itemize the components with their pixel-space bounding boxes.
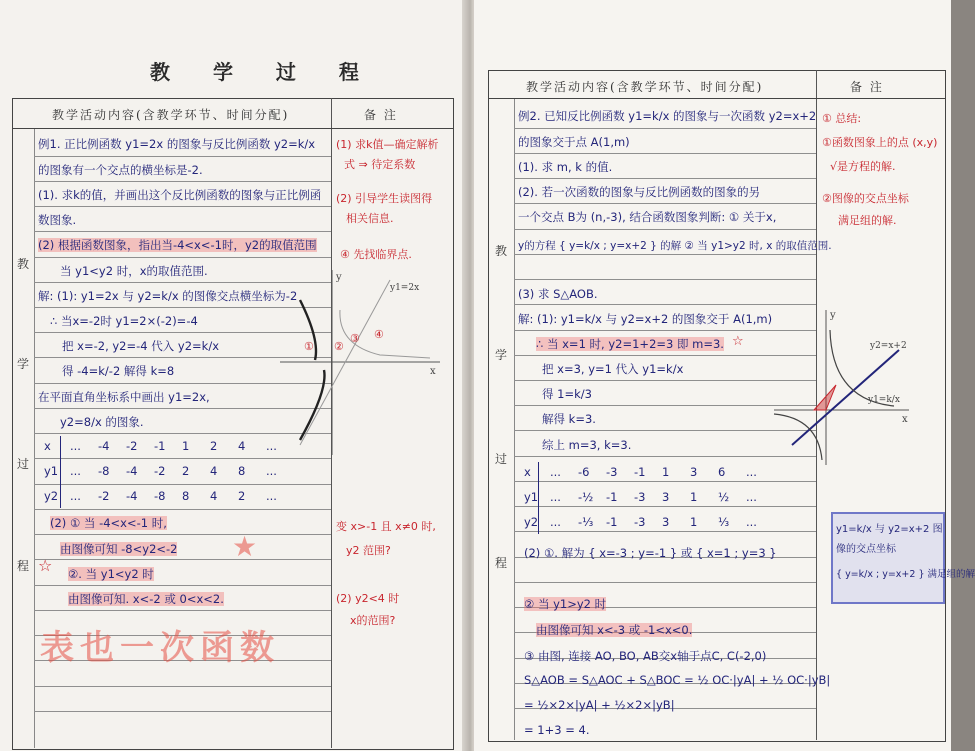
table-cell: -2 [154,464,166,478]
remark-line: ②图像的交点坐标 [822,192,909,205]
x-axis-label: x [902,414,908,425]
red-annotation-text: 表也一次函数 [40,628,280,668]
table-cell: -2 [98,489,110,503]
table-row-label: x [524,465,531,479]
table-cell: ... [746,465,757,479]
problem-line: 数图象. [38,213,77,227]
remark-line: ① 总结: [822,112,862,125]
table-cell: -1 [634,465,646,479]
problem-line: 的图象有一个交点的横坐标是-2. [38,163,203,177]
table-cell: 2 [210,439,218,453]
remark-line: x的范围? [350,614,396,627]
table-cell: 3 [690,465,698,479]
table-cell: -⅓ [578,515,594,529]
table-cell: -1 [606,515,618,529]
solution-line: 在平面直角坐标系中画出 y1=2x, [38,390,210,404]
remark-line: √是方程的解. [830,160,896,173]
line-label: y1=2x [390,283,420,293]
remark-line: (2) y2<4 时 [336,592,400,605]
solution-line: (2) ①. 解为 { x=-3 ; y=-1 } 或 { x=1 ; y=3 } [524,546,777,560]
boxed-note-line: 像的交点坐标 [836,544,896,555]
table-cell: 3 [662,490,670,504]
table-cell: -½ [578,490,594,504]
left-margin-line [34,128,35,748]
table-cell: 2 [182,464,190,478]
table-cell: -4 [98,439,110,453]
star-mark: ☆ [38,556,53,575]
remarks-column-header: 备 注 [850,80,884,94]
side-label: 学 [17,357,30,371]
table-row-label: x [44,439,51,453]
problem-line: (2). 若一次函数的图象与反比例函数的图象的另 [518,185,761,199]
content-column-header: 教学活动内容(含教学环节、时间分配) [526,80,764,94]
table-cell: -6 [578,465,590,479]
table-cell: -4 [126,464,138,478]
right-function-graph [774,310,914,470]
table-cell: 1 [690,515,698,529]
table-cell: -3 [634,490,646,504]
x-axis-label: x [430,366,436,377]
solution-line: 得 -4=k/-2 解得 k=8 [62,364,175,378]
table-cell: ... [70,439,81,453]
table-row-label: y1 [524,490,539,504]
solution-line: 由图像可知 x<-3 或 -1<x<0. [536,623,693,637]
solution-line: S△AOB = S△AOC + S△BOC = ½ OC·|yA| + ½ OC·|yB| [524,673,831,687]
remark-line: 满足组的解. [838,214,897,227]
boxed-note-line: { y=k/x ; y=x+2 } 满足组的解 [836,569,975,580]
solution-line: 把 x=3, y=1 代入 y1=k/x [542,362,684,376]
remark-line: (2) 引导学生读图得 [336,192,433,205]
solution-line: 由图像可知 -8<y2<-2 [60,542,178,556]
table-cell: ... [70,489,81,503]
line-label: y2=x+2 [870,341,907,351]
right-margin-line [514,98,515,740]
solution-line: 综上 m=3, k=3. [542,438,632,452]
triangle-aob [814,385,836,410]
table-cell: ... [746,515,757,529]
right-header-rule [488,98,945,99]
solution-line: ∴ 当 x=1 时, y2=1+2=3 即 m=3. [536,337,724,351]
problem-line: 例1. 正比例函数 y1=2x 的图象与反比例函数 y2=k/x [38,137,316,151]
table-row-label: y2 [44,489,59,503]
table-cell: ... [266,439,277,453]
y-axis-label: y [830,310,836,321]
solution-line: ② 当 y1>y2 时 [524,597,607,611]
solution-line: 得 1=k/3 [542,387,592,401]
table-cell: 4 [238,439,246,453]
table-cell: 1 [662,465,670,479]
problem-line: (2) 根据函数图象，指出当-4<x<-1时，y2的取值范围 [38,238,317,252]
table-cell: -4 [126,489,138,503]
table-cell: -8 [98,464,110,478]
table-cell: ... [550,515,561,529]
side-label: 程 [495,556,508,570]
remark-line: (1) 求k值—确定解析 [336,138,439,151]
left-page [0,0,468,751]
left-header-rule [12,128,453,129]
problem-line: (1). 求 m, k 的值. [518,160,613,174]
solution-line: (2) ① 当 -4<x<-1 时, [50,516,167,530]
table-row-label: y1 [44,464,59,478]
remark-line: ④ 先找临界点. [340,248,412,261]
page-title: 教 学 过 程 [150,60,377,84]
y-axis-label: y [336,272,342,283]
curve-label: y1=k/x [868,395,900,405]
boxed-note-line: y1=k/x 与 y2=x+2 图 [836,524,943,535]
remark-line: y2 范围? [346,544,391,557]
curve-branch-2 [774,414,822,460]
solution-line: 解: (1): y1=k/x 与 y2=x+2 的图象交于 A(1,m) [518,312,773,326]
solution-line: 解: (1): y1=2x 与 y2=k/x 的图像交点横坐标为-2 [38,289,298,303]
solution-line: ②. 当 y1<y2 时 [68,567,154,581]
problem-line: y的方程 { y=k/x ; y=x+2 } 的解 ② 当 y1>y2 时, x 的取值范围. [518,240,832,252]
curve-branch-2 [300,370,325,440]
table-cell: ½ [718,490,730,504]
table-cell: -1 [606,490,618,504]
table-cell: 4 [210,464,218,478]
problem-line: 例2. 已知反比例函数 y1=k/x 的图象与一次函数 y2=x+2 [518,109,817,123]
side-label: 过 [17,457,30,471]
problem-line: (3) 求 S△AOB. [518,287,598,301]
side-label: 教 [495,244,508,258]
side-label: 教 [17,257,30,271]
solution-line: 解得 k=3. [542,412,596,426]
table-cell: 2 [238,489,246,503]
region-marker: ② [334,340,344,353]
table-cell: ⅓ [718,515,730,529]
table-cell: ... [746,490,757,504]
problem-line: 一个交点 B为 (n,-3), 结合函数图象判断: ① 关于x, [518,210,777,224]
solution-line: y2=8/x 的图象. [60,415,144,429]
star-mark: ☆ [732,334,744,349]
table-cell: ... [266,464,277,478]
solution-line: 由图像可知. x<-2 或 0<x<2. [68,592,224,606]
solution-line: ③ 由图, 连接 AO, BO, AB交x轴于点C, C(-2,0) [524,649,767,663]
remark-line: ①函数图象上的点 (x,y) [822,136,938,149]
table-row-label: y2 [524,515,539,529]
remark-line: 变 x>-1 且 x≠0 时, [336,520,436,533]
left-function-graph [280,270,450,460]
table-cell: 8 [238,464,246,478]
problem-line: 的图象交于点 A(1,m) [518,135,630,149]
solution-line: ∴ 当x=-2时 y1=2×(-2)=-4 [50,314,198,328]
table-cell: -2 [126,439,138,453]
table-cell: ... [550,465,561,479]
problem-line: (1). 求k的值，并画出这个反比例函数的图象与正比例函 [38,188,322,202]
problem-line: 当 y1<y2 时，x的取值范围. [60,264,208,278]
remark-line: 式 ⇒ 待定系数 [344,158,416,171]
table-cell: ... [70,464,81,478]
table-cell: 4 [210,489,218,503]
remarks-column-header: 备 注 [364,108,398,122]
side-label: 学 [495,348,508,362]
table-cell: 1 [690,490,698,504]
solution-line: 把 x=-2, y2=-4 代入 y2=k/x [62,339,220,353]
remark-line: 相关信息. [346,212,394,225]
region-marker: ① [304,340,314,353]
table-cell: -1 [154,439,166,453]
table-cell: 3 [662,515,670,529]
solution-line: = ½×2×|yA| + ½×2×|yB| [524,698,675,712]
region-marker: ③ [350,332,360,345]
right-page [474,0,975,751]
solution-line: = 1+3 = 4. [524,723,590,737]
table-cell: 6 [718,465,726,479]
table-cell: 1 [182,439,190,453]
red-scribble: ★ [232,530,264,563]
content-column-header: 教学活动内容(含教学环节、时间分配) [52,108,290,122]
table-cell: 8 [182,489,190,503]
table-cell: ... [550,490,561,504]
side-label: 过 [495,452,508,466]
table-cell: -3 [634,515,646,529]
region-marker: ④ [374,328,384,341]
table-cell: -8 [154,489,166,503]
side-label: 程 [17,559,30,573]
table-cell: -3 [606,465,618,479]
table-cell: ... [266,489,277,503]
